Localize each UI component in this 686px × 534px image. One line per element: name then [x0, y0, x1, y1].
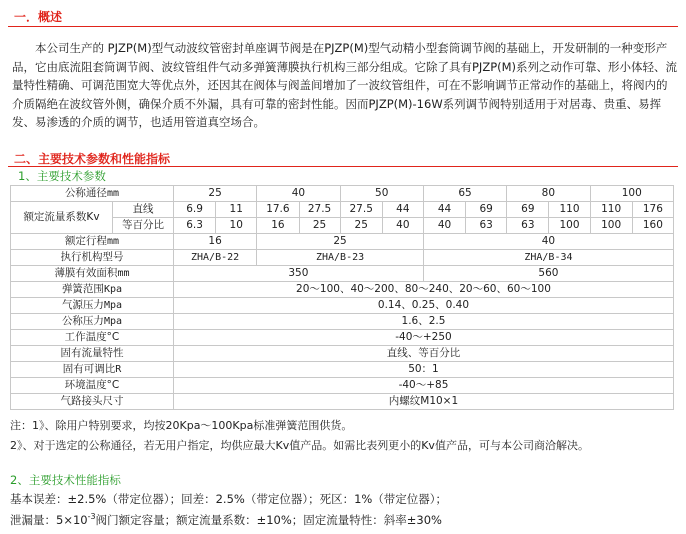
- label-rated-kv: 额定流量系数Kv: [11, 202, 113, 234]
- cell-ambient-temp: -40～+85: [173, 378, 673, 394]
- cell-air-port: 内螺纹M10×1: [173, 394, 673, 410]
- cell-kv-linear: 176: [632, 202, 673, 218]
- label-equal-percentage: 等百分比: [112, 218, 173, 234]
- cell-kv-linear: 110: [549, 202, 590, 218]
- cell-spring-range: 20～100、40～200、80～240、20～60、60～100: [173, 282, 673, 298]
- cell-kv-linear: 17.6: [257, 202, 299, 218]
- row-flow-characteristic: [11, 346, 674, 362]
- cell-air-pressure: 0.14、0.25、0.40: [173, 298, 673, 314]
- label-diaphragm-area: 薄膜有效面积mm: [11, 266, 174, 282]
- cell-working-temp: -40～+250: [173, 330, 673, 346]
- cell-nominal-pressure: 1.6、2.5: [173, 314, 673, 330]
- label-working-temp: 工作温度°C: [11, 330, 174, 346]
- cell-kv-equal: 100: [590, 218, 632, 234]
- performance-line-1: 基本误差：±2.5%（带定位器）；回差：2.5%（带定位器）；死区：1%（带定位器）；: [10, 492, 448, 506]
- cell-rangeability: 50：1: [173, 362, 673, 378]
- section-overview-title: 一．概述: [14, 10, 63, 24]
- cell-kv-equal: 10: [216, 218, 257, 234]
- label-rangeability: 固有可调比R: [11, 362, 174, 378]
- cell-kv-equal: 100: [549, 218, 590, 234]
- label-linear: 直线: [112, 202, 173, 218]
- cell-kv-equal: 40: [382, 218, 423, 234]
- cell-kv-equal: 25: [340, 218, 382, 234]
- cell-stroke: 25: [257, 234, 424, 250]
- cell-kv-equal: 6.3: [173, 218, 215, 234]
- cell-kv-linear: 6.9: [173, 202, 215, 218]
- cell-dn: 50: [340, 186, 423, 202]
- cell-kv-linear: 110: [590, 202, 632, 218]
- cell-kv-linear: 69: [507, 202, 549, 218]
- overview-paragraph: 本公司生产的 PJZP(M)型气动波纹管密封单座调节阀是在PJZP(M)型气动精小型套筒调节阀的基础上，开发研制的一种变形产品，它由底流阻套筒调节阀、波纹管组件气动多弹簧薄膜执行机构三部分组成。它除了具有PJZP(M)系列之动作可靠、形小体轻、流量特性精确、可调范围宽大等优点外，还因其在阀体与阀盖间增加了一波纹管组件，可在不影响调节正常动作的基础上，将阀内的介质隔绝在波纹管外侧，确保介质不外漏，具有可靠的密封性能。因而PJZP(M)-16W系列调节阀特别适用于对居毒、贵重、易挥发、易渗透的介质的调节，也适用管道真空场合。: [12, 41, 678, 129]
- row-actuator: [11, 250, 674, 266]
- cell-flow-characteristic: 直线、等百分比: [173, 346, 673, 362]
- label-actuator-model: 执行机构型号: [11, 250, 174, 266]
- row-air-port: [11, 394, 674, 410]
- performance-line-2: 泄漏量：$5\times 10^{-3}$阀门额定容量；额定流量系数：±10%；固定流量特性：斜率±30%: [10, 512, 442, 527]
- cell-area: 350: [173, 266, 423, 282]
- cell-kv-equal: 16: [257, 218, 299, 234]
- label-nominal-pressure: 公称压力Mpa: [11, 314, 174, 330]
- cell-kv-equal: 40: [423, 218, 465, 234]
- cell-stroke: 40: [423, 234, 673, 250]
- label-spring-range: 弹簧范围Kpa: [11, 282, 174, 298]
- cell-dn: 65: [423, 186, 506, 202]
- cell-kv-linear: 69: [466, 202, 507, 218]
- note-1: 注：1》、除用户特别要求，均按20Kpa～100Kpa标准弹簧范围供货。: [10, 419, 353, 432]
- row-diaphragm-area: [11, 266, 674, 282]
- label-air-port: 气路接头尺寸: [11, 394, 174, 410]
- note-2: 2》、对于选定的公称通径，若无用户指定，均供应最大Kv值产品。如需比表列更小的Kv值产品，可与本公司商洽解决。: [10, 439, 589, 452]
- cell-dn: 40: [257, 186, 340, 202]
- row-nominal-diameter: [11, 186, 674, 202]
- cell-actuator: ZHA/B-34: [423, 250, 673, 266]
- cell-area: 560: [423, 266, 673, 282]
- cell-kv-linear: 44: [423, 202, 465, 218]
- cell-kv-linear: 27.5: [340, 202, 382, 218]
- cell-kv-equal: 63: [507, 218, 549, 234]
- section-specs-divider: [8, 166, 678, 167]
- label-rated-stroke: 额定行程mm: [11, 234, 174, 250]
- label-air-pressure: 气源压力Mpa: [11, 298, 174, 314]
- row-air-pressure: [11, 298, 674, 314]
- section-overview-divider: [8, 26, 678, 27]
- cell-stroke: 16: [173, 234, 256, 250]
- row-spring-range: [11, 282, 674, 298]
- subsection-performance: 2、主要技术性能指标: [10, 473, 121, 487]
- cell-kv-equal: 63: [466, 218, 507, 234]
- cell-kv-equal: 160: [632, 218, 673, 234]
- label-ambient-temp: 环境温度°C: [11, 378, 174, 394]
- cell-actuator: ZHA/B-22: [173, 250, 256, 266]
- cell-kv-linear: 44: [382, 202, 423, 218]
- subsection-main-params: 1、主要技术参数: [18, 169, 106, 183]
- label-nominal-diameter: 公称通径mm: [11, 186, 174, 202]
- row-kv-linear: [11, 202, 674, 218]
- cell-kv-linear: 27.5: [299, 202, 340, 218]
- cell-kv-equal: 25: [299, 218, 340, 234]
- cell-dn: 100: [590, 186, 674, 202]
- label-flow-characteristic: 固有流量特性: [11, 346, 174, 362]
- row-rangeability: [11, 362, 674, 378]
- row-working-temp: [11, 330, 674, 346]
- row-rated-stroke: [11, 234, 674, 250]
- spec-table: [10, 185, 674, 410]
- section-specs-title: 二、主要技术参数和性能指标: [14, 152, 171, 166]
- cell-kv-linear: 11: [216, 202, 257, 218]
- row-nominal-pressure: [11, 314, 674, 330]
- cell-dn: 25: [173, 186, 256, 202]
- cell-actuator: ZHA/B-23: [257, 250, 424, 266]
- cell-dn: 80: [507, 186, 590, 202]
- row-ambient-temp: [11, 378, 674, 394]
